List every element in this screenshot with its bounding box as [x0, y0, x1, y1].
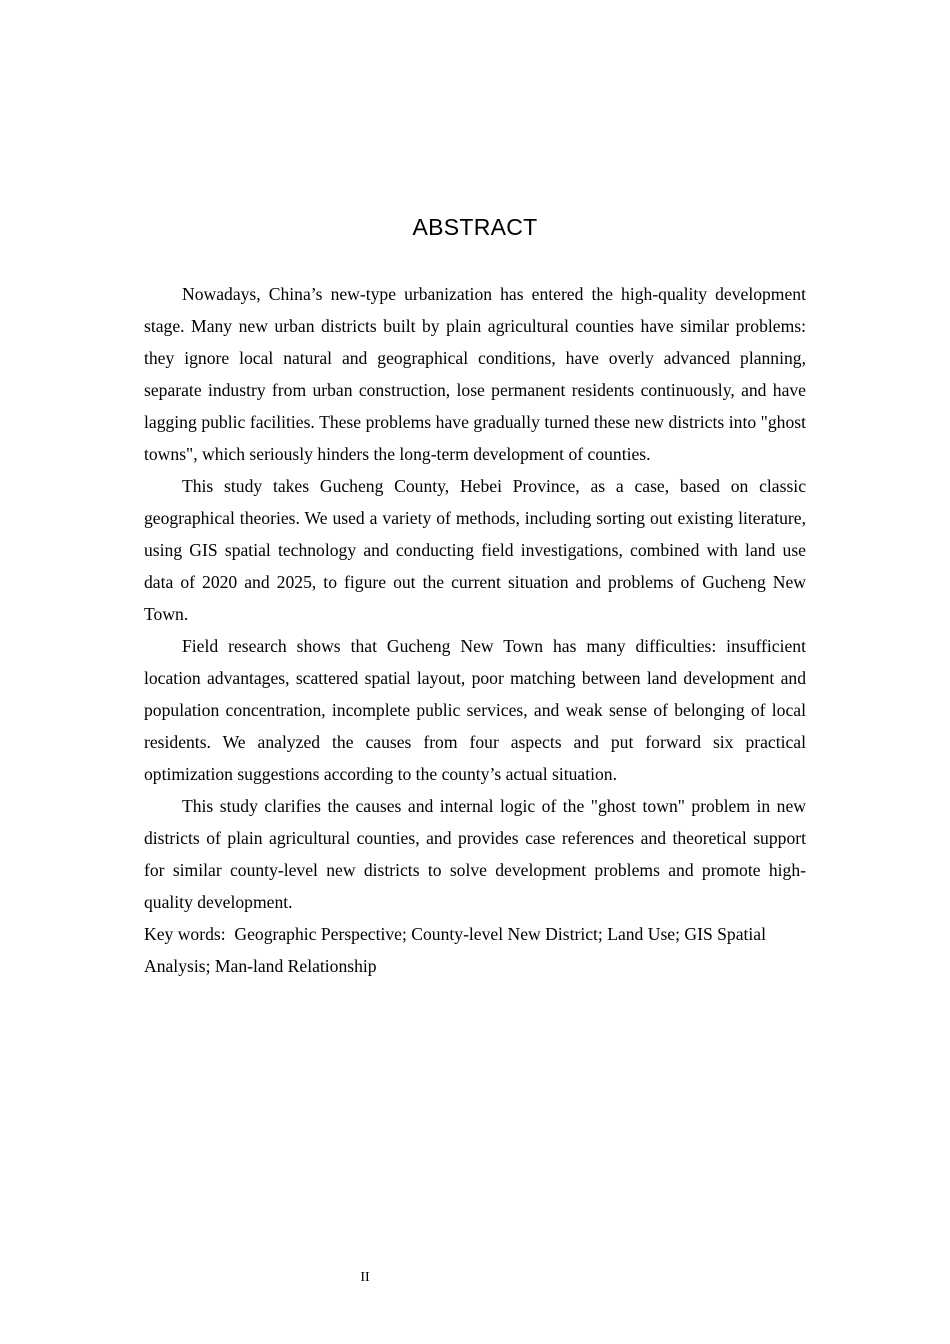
abstract-paragraph-4: This study clarifies the causes and internal logic of the "ghost town" problem in new districts of plain agricultural counties, and provides case references and theoretical support for similar county-level new districts to solve development problems and promote high-quality development. — [144, 796, 806, 912]
page-number: II — [360, 1270, 370, 1285]
abstract-paragraph-1: Nowadays, China’s new-type urbanization has entered the high-quality development stage. Many new urban districts built by plain agricultural counties have similar problems: they ignore local natural and geographical conditions, have overly advanced planning, separate industry from urban construction, lose permanent residents continuously, and have lagging public facilities. These problems have gradually turned these new districts into "ghost towns", which seriously hinders the long-term development of counties. — [144, 284, 806, 464]
abstract-title: ABSTRACT — [412, 214, 538, 240]
abstract-body — [144, 278, 806, 982]
keywords-label: Key words: — [144, 924, 235, 944]
keywords-text: Geographic Perspective; County-level New District; Land Use; GIS Spatial Analysis; Man-land Relationship — [144, 924, 766, 976]
abstract-paragraph-3: Field research shows that Gucheng New Town has many difficulties: insufficient location advantages, scattered spatial layout, poor matching between land development and population concentration, incomplete public services, and weak sense of belonging of local residents. We analyzed the causes from four aspects and put forward six practical optimization suggestions according to the county’s actual situation. — [144, 636, 806, 784]
abstract-paragraph-2: This study takes Gucheng County, Hebei Province, as a case, based on classic geographical theories. We used a variety of methods, including sorting out existing literature, using GIS spatial technology and conducting field investigations, combined with land use data of 2020 and 2025, to figure out the current situation and problems of Gucheng New Town. — [144, 476, 806, 624]
keywords-line — [144, 918, 806, 982]
